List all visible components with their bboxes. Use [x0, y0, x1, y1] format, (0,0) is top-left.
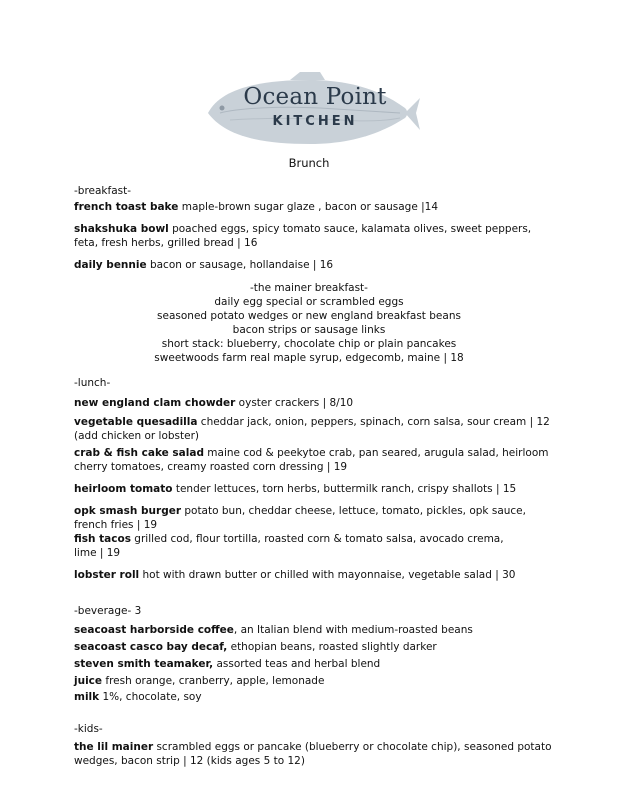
item-name: fish tacos [74, 533, 131, 545]
item-desc: hot with drawn butter or chilled with mayonnaise, vegetable salad | 30 [139, 569, 516, 581]
item-desc-cont: (add chicken or lobster) [74, 430, 200, 442]
item-name: shakshuka bowl [74, 223, 169, 235]
item-desc: cheddar jack, onion, peppers, spinach, corn salsa, sour cream | 12 [197, 416, 550, 428]
item-desc: , an Italian blend with medium-roasted beans [233, 624, 473, 636]
item-desc: scrambled eggs or pancake (blueberry or chocolate chip), seasoned potato [153, 741, 552, 753]
mainer-line: seasoned potato wedges or new england breakfast beans [157, 310, 461, 322]
menu-item [74, 674, 564, 688]
menu-item [74, 657, 564, 671]
menu-item [74, 740, 564, 768]
menu-item [74, 504, 564, 532]
mainer-line: bacon strips or sausage links [232, 324, 386, 336]
item-desc: bacon or sausage, hollandaise | 16 [146, 259, 334, 271]
item-desc: 1%, chocolate, soy [99, 691, 202, 703]
item-desc-cont: wedges, bacon strip | 12 (kids ages 5 to 12) [74, 755, 305, 767]
menu-item [74, 623, 564, 637]
mainer-line: -the mainer breakfast- [250, 282, 368, 294]
menu-item [74, 222, 564, 250]
breakfast-header: -breakfast- [74, 185, 132, 197]
mainer-line: daily egg special or scrambled eggs [214, 296, 404, 308]
item-name: lobster roll [74, 569, 140, 581]
item-name: vegetable quesadilla [74, 416, 198, 428]
item-name: milk [74, 691, 100, 703]
menu-item [74, 258, 564, 272]
item-desc: fresh orange, cranberry, apple, lemonade [102, 675, 325, 687]
item-desc-cont: french fries | 19 [74, 519, 158, 531]
menu-item [74, 690, 564, 704]
item-name: new england clam chowder [74, 397, 236, 409]
item-name: seacoast casco bay decaf, [74, 641, 228, 653]
item-desc: maine cod & peekytoe crab, pan seared, arugula salad, heirloom [203, 447, 549, 459]
item-name: opk smash burger [74, 505, 182, 517]
item-name: seacoast harborside coffee [74, 624, 234, 636]
fish-icon [200, 68, 420, 158]
item-name: crab & fish cake salad [74, 447, 204, 459]
kids-header: -kids- [74, 723, 103, 735]
item-desc-cont: lime | 19 [74, 547, 121, 559]
item-desc: tender lettuces, torn herbs, buttermilk ranch, crispy shallots | 15 [172, 483, 517, 495]
menu-item [74, 446, 564, 474]
menu-title: Brunch [288, 156, 330, 170]
menu-item [74, 396, 564, 410]
item-name: heirloom tomato [74, 483, 173, 495]
item-desc: grilled cod, flour tortilla, roasted corn & tomato salsa, avocado crema, [130, 533, 504, 545]
mainer-breakfast-block [74, 281, 544, 365]
menu-item [74, 415, 564, 443]
item-name: steven smith teamaker, [74, 658, 214, 670]
item-name: the lil mainer [74, 741, 154, 753]
item-name: juice [74, 675, 103, 687]
menu-item [74, 568, 564, 582]
logo-title: Ocean Point [243, 84, 387, 110]
item-desc: poached eggs, spicy tomato sauce, kalamata olives, sweet peppers, [168, 223, 532, 235]
mainer-line: sweetwoods farm real maple syrup, edgecomb, maine | 18 [154, 352, 464, 364]
item-desc: ethopian beans, roasted slightly darker [227, 641, 437, 653]
item-desc: assorted teas and herbal blend [213, 658, 381, 670]
menu-item [74, 532, 564, 560]
mainer-line: short stack: blueberry, chocolate chip or plain pancakes [161, 338, 457, 350]
item-name: french toast bake [74, 201, 179, 213]
item-desc: potato bun, cheddar cheese, lettuce, tomato, pickles, opk sauce, [181, 505, 526, 517]
lunch-header: -lunch- [74, 377, 111, 389]
item-desc: oyster crackers | 8/10 [235, 397, 354, 409]
menu-item [74, 640, 564, 654]
item-name: daily bennie [74, 259, 147, 271]
menu-item [74, 200, 564, 214]
item-desc-cont: feta, fresh herbs, grilled bread | 16 [74, 237, 258, 249]
menu-item [74, 482, 564, 496]
ocean-point-kitchen-logo [200, 68, 420, 158]
logo-subtitle: KITCHEN [272, 114, 358, 129]
item-desc: maple-brown sugar glaze , bacon or sausage |14 [178, 201, 439, 213]
item-desc-cont: cherry tomatoes, creamy roasted corn dressing | 19 [74, 461, 348, 473]
beverage-header: -beverage- 3 [74, 605, 142, 617]
